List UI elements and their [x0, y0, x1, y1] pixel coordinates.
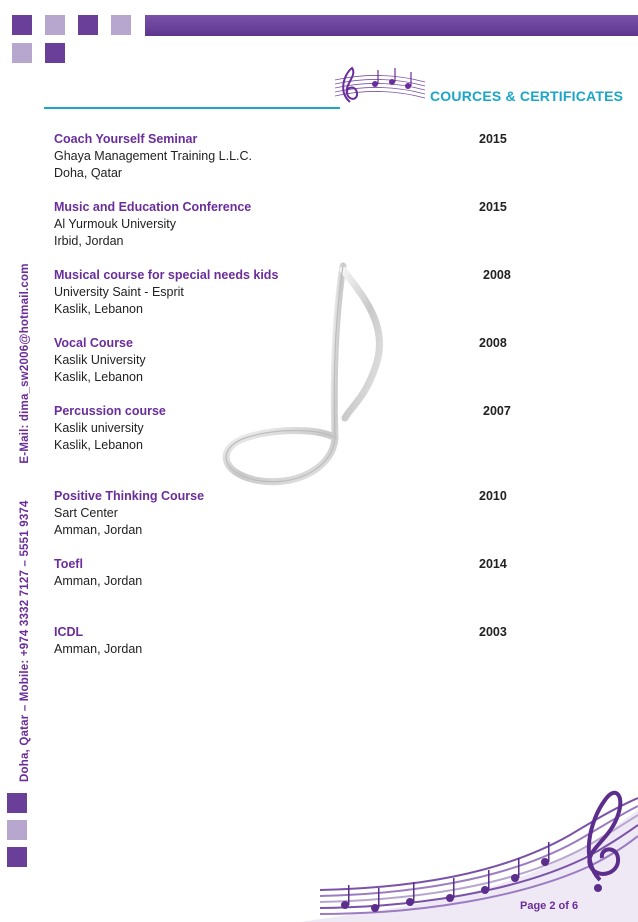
list-item — [54, 403, 524, 454]
deco-square — [45, 15, 65, 35]
course-institution: Al Yurmouk University — [54, 217, 177, 231]
course-year: 2010 — [479, 489, 507, 503]
course-institution: University Saint - Esprit — [54, 285, 184, 299]
list-item — [54, 131, 524, 182]
header-bar — [145, 15, 638, 36]
deco-square — [7, 820, 27, 840]
page-number: Page 2 of 6 — [520, 900, 579, 912]
course-title: Percussion course — [54, 404, 166, 418]
deco-square — [78, 15, 98, 35]
course-year: 2015 — [479, 132, 507, 146]
course-title: Vocal Course — [54, 336, 133, 350]
course-location: Amman, Jordan — [54, 574, 143, 588]
course-title: Toefl — [54, 557, 83, 571]
course-institution: Kaslik University — [54, 353, 146, 367]
course-title: ICDL — [54, 625, 84, 639]
course-title: Musical course for special needs kids — [54, 268, 279, 282]
deco-square — [12, 43, 32, 63]
course-year: 2007 — [483, 404, 511, 418]
course-year: 2015 — [479, 200, 507, 214]
course-location: Amman, Jordan — [54, 642, 143, 656]
course-year: 2003 — [479, 625, 507, 639]
course-institution: Kaslik university — [54, 421, 144, 435]
course-location: Kaslik, Lebanon — [54, 438, 143, 452]
course-year: 2014 — [479, 557, 507, 571]
course-year: 2008 — [483, 268, 511, 282]
contact-info: Doha, Qatar – Mobile: +974 3332 7127 – 5551 9374 — [19, 500, 31, 782]
music-swirl-decoration — [300, 780, 638, 922]
deco-square — [12, 15, 32, 35]
course-location: Kaslik, Lebanon — [54, 370, 143, 384]
list-item — [54, 267, 524, 318]
list-item — [54, 624, 524, 658]
deco-square — [7, 793, 27, 813]
course-title: Coach Yourself Seminar — [54, 132, 198, 146]
course-institution: Ghaya Management Training L.L.C. — [54, 149, 253, 163]
deco-square — [111, 15, 131, 35]
list-item — [54, 199, 524, 250]
course-location: Amman, Jordan — [54, 523, 143, 537]
deco-square — [7, 847, 27, 867]
course-title: Positive Thinking Course — [54, 489, 205, 503]
course-year: 2008 — [479, 336, 507, 350]
course-location: Irbid, Jordan — [54, 234, 124, 248]
contact-sidebar — [19, 263, 31, 782]
course-institution: Sart Center — [54, 506, 118, 520]
music-staff-icon — [330, 62, 430, 108]
list-item — [54, 556, 524, 590]
section-heading: COURCES & CERTIFICATES — [430, 88, 624, 104]
course-location: Kaslik, Lebanon — [54, 302, 143, 316]
list-item — [54, 335, 524, 386]
heading-underline — [44, 107, 340, 109]
course-title: Music and Education Conference — [54, 200, 252, 214]
deco-square — [45, 43, 65, 63]
course-location: Doha, Qatar — [54, 166, 123, 180]
list-item — [54, 488, 524, 539]
email-address: E-Mail: dima_sw2006@hotmail.com — [19, 263, 31, 464]
